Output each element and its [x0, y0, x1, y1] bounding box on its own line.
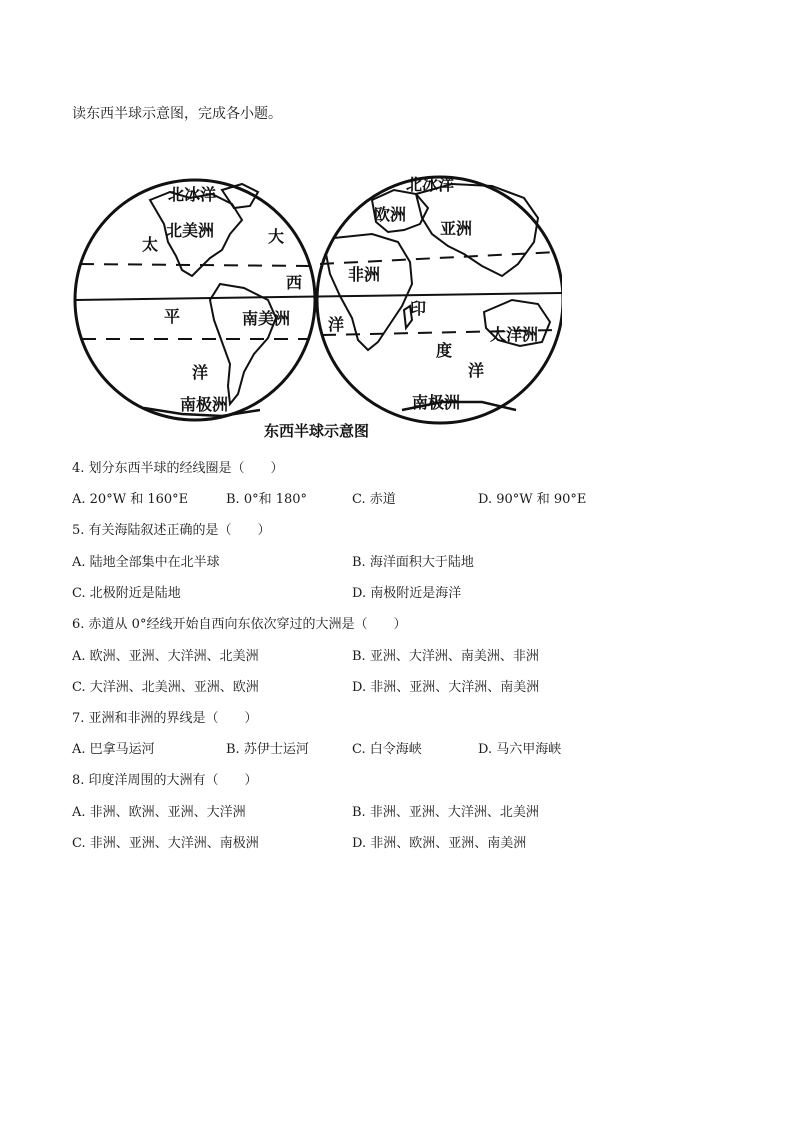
- hemispheres-figure: [72, 172, 562, 442]
- label-pacific-2: 平: [164, 307, 181, 326]
- label-antarctica-east: 南极洲: [412, 393, 461, 412]
- q6-option-a[interactable]: A. 欧洲、亚洲、大洋洲、北美洲: [72, 649, 259, 664]
- q6-option-d[interactable]: D. 非洲、亚洲、大洋洲、南美洲: [352, 680, 540, 695]
- q5-option-c[interactable]: C. 北极附近是陆地: [72, 586, 181, 601]
- q7-option-b[interactable]: B. 苏伊士运河: [226, 742, 309, 757]
- label-indian-1: 印: [410, 299, 427, 318]
- question-8-stem: 8. 印度洋周围的大洲有（ ）: [72, 773, 258, 788]
- hemispheres-map: [72, 172, 562, 442]
- q6-option-c[interactable]: C. 大洋洲、北美洲、亚洲、欧洲: [72, 680, 259, 695]
- q5-option-b[interactable]: B. 海洋面积大于陆地: [352, 555, 474, 570]
- q8-option-a[interactable]: A. 非洲、欧洲、亚洲、大洋洲: [72, 805, 246, 820]
- q8-option-b[interactable]: B. 非洲、亚洲、大洋洲、北美洲: [352, 805, 539, 820]
- question-5-stem: 5. 有关海陆叙述正确的是（ ）: [72, 523, 271, 538]
- q7-option-c[interactable]: C. 白令海峡: [352, 742, 422, 757]
- label-arctic-west: 北冰洋: [168, 185, 217, 204]
- figure-caption: 东西半球示意图: [264, 422, 370, 440]
- label-arctic-east: 北冰洋: [406, 175, 455, 194]
- label-indian-2: 度: [436, 341, 453, 360]
- q4-option-b[interactable]: B. 0°和 180°: [226, 492, 308, 507]
- label-pacific-1: 太: [142, 235, 159, 254]
- q8-option-c[interactable]: C. 非洲、亚洲、大洋洲、南极洲: [72, 836, 259, 851]
- label-africa: 非洲: [348, 265, 381, 284]
- q7-option-d[interactable]: D. 马六甲海峡: [478, 742, 562, 757]
- q7-option-a[interactable]: A. 巴拿马运河: [72, 742, 155, 757]
- question-4-stem: 4. 划分东西半球的经线圈是（ ）: [72, 461, 284, 476]
- intro-text: 读东西半球示意图，完成各小题。: [72, 106, 282, 122]
- label-antarctica-west: 南极洲: [180, 395, 229, 414]
- q8-option-d[interactable]: D. 非洲、欧洲、亚洲、南美洲: [352, 836, 527, 851]
- q5-option-a[interactable]: A. 陆地全部集中在北半球: [72, 555, 220, 570]
- label-atlantic-3: 洋: [328, 315, 345, 334]
- q6-option-b[interactable]: B. 亚洲、大洋洲、南美洲、非洲: [352, 649, 539, 664]
- q4-option-c[interactable]: C. 赤道: [352, 492, 396, 507]
- question-7-stem: 7. 亚洲和非洲的界线是（ ）: [72, 711, 258, 726]
- label-atlantic-1: 大: [268, 227, 285, 246]
- eastern-hemisphere-circle: [317, 177, 562, 423]
- q5-option-d[interactable]: D. 南极附近是海洋: [352, 586, 462, 601]
- label-oceania: 大洋洲: [490, 325, 539, 344]
- label-europe: 欧洲: [374, 205, 407, 224]
- q4-option-d[interactable]: D. 90°W 和 90°E: [478, 492, 587, 507]
- label-south-america: 南美洲: [242, 309, 291, 328]
- label-pacific-3: 洋: [192, 363, 209, 382]
- label-north-america: 北美洲: [166, 221, 215, 240]
- label-asia: 亚洲: [440, 219, 473, 238]
- label-atlantic-2: 西: [286, 273, 303, 292]
- question-6-stem: 6. 赤道从 0°经线开始自西向东依次穿过的大洲是（ ）: [72, 617, 407, 632]
- q4-option-a[interactable]: A. 20°W 和 160°E: [72, 492, 189, 507]
- label-indian-3: 洋: [468, 361, 485, 380]
